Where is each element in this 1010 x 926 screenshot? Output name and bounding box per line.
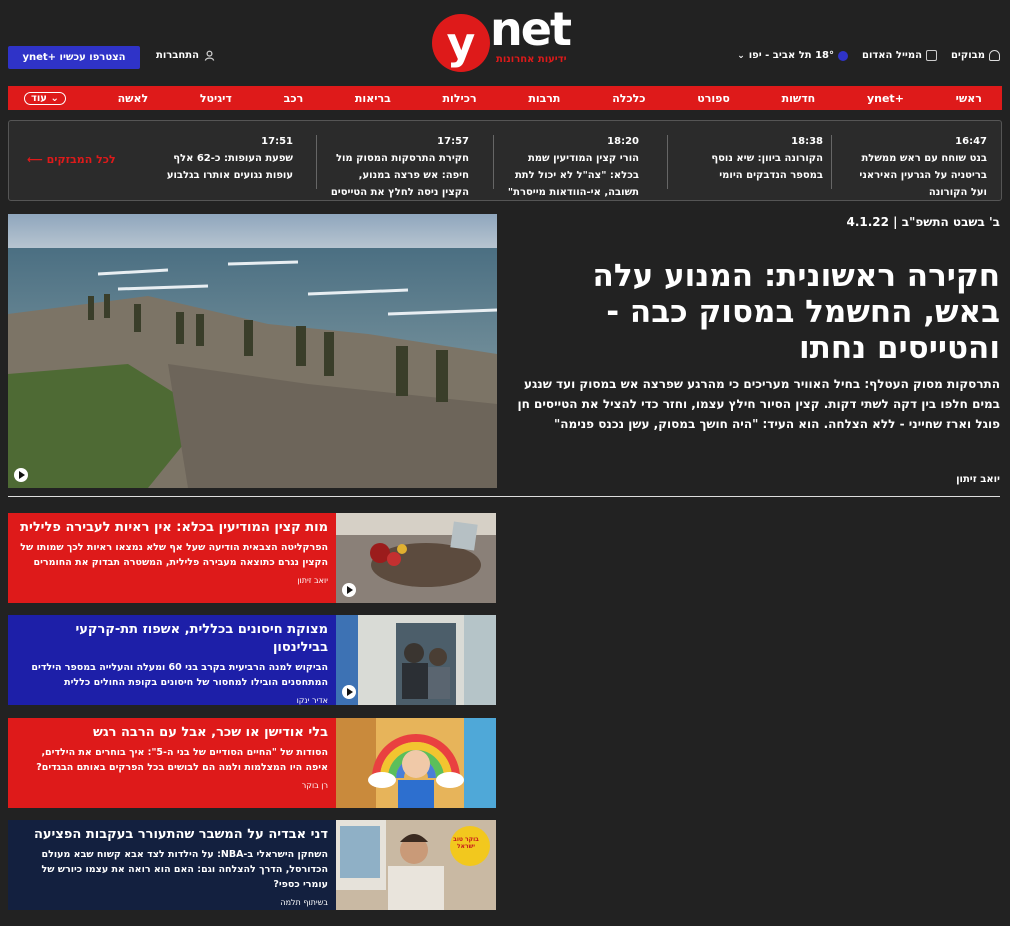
ticker-time: 17:57: [437, 136, 469, 147]
divider: [316, 135, 317, 189]
nav-item-women[interactable]: לאשה: [117, 91, 149, 105]
login-button[interactable]: [156, 50, 215, 61]
clinic-photo: [336, 615, 496, 705]
story-card[interactable]: [8, 820, 496, 910]
nav-more-label: עוד: [31, 92, 47, 104]
logo-net: net: [490, 2, 570, 56]
card-image[interactable]: [336, 820, 496, 910]
nav-item-gossip[interactable]: רכילות: [442, 91, 477, 105]
nav-more-button[interactable]: עוד ⌄: [24, 92, 66, 105]
interview-photo: [336, 820, 496, 910]
weather-widget[interactable]: [737, 50, 848, 61]
article-date: 4.1.22 | ב' בשבט התשפ"ב: [846, 215, 1000, 229]
card-body: [8, 718, 336, 808]
main-headline[interactable]: חקירה ראשונית: המנוע עלה באש, החשמל במסוק כבה - והטייסים נחתו: [592, 258, 1000, 366]
nav-item-culture[interactable]: תרבות: [528, 91, 561, 105]
main-nav: [8, 86, 1002, 110]
weather-icon: [838, 51, 848, 61]
main-summary[interactable]: התרסקות מסוק העטלף: בחיל האוויר מעריכים כי מהרגע שפרצה אש במסוק ועד שנגע במים חלפו בין דקה לשתי דקות. קצין הסיור חילץ עצמו, וחזר כדי להציל את הטייסים חן פוגל וארז שחייני - ללא הצלחה. הוא העיד: "היה חושך במסוק, עשן נכנס פנימה": [517, 377, 1000, 431]
card-body: [8, 615, 336, 705]
grave-photo: [336, 513, 496, 603]
nav-item-health[interactable]: בריאות: [354, 91, 391, 105]
nav-item-plus[interactable]: ynet+: [866, 91, 904, 105]
red-mail-button[interactable]: [862, 50, 937, 61]
divider: [8, 496, 1000, 497]
red-mail-label: המייל האדום: [862, 50, 922, 61]
card-subtitle: הסודות של "החיים הסודיים של בני ה-5": איך בוחרים את הילדים, איפה היו המצלמות ולמה הם לבושים בכל הפרקים באותם הבגדים?: [36, 747, 328, 773]
arrow-left-icon: ⟵: [27, 153, 43, 166]
card-title[interactable]: בלי אודישן או שכר, אבל עם הרבה רגש: [92, 725, 328, 740]
ticker-text: שפעת העופות: כ-62 אלף עופות נגועים אותרו בגלבוע: [166, 153, 293, 181]
ticker-time: 18:38: [791, 136, 823, 147]
card-author: בשיתוף תלמה: [280, 898, 328, 907]
ticker-text: הקורונה ביוון: שיא נוסף במספר הנדבקים היומי: [711, 153, 823, 181]
ticker-time: 17:51: [261, 136, 293, 147]
user-icon: [204, 50, 215, 61]
show-badge: בוקר טוב ישראל: [453, 836, 479, 850]
card-body: [8, 820, 336, 910]
news-flash-ticker: [8, 120, 1002, 201]
card-author: אדיר ינקו: [296, 696, 328, 705]
nav-item-digital[interactable]: דיגיטל: [199, 91, 232, 105]
edit-icon: [926, 50, 937, 61]
nav-item-cars[interactable]: רכב: [283, 91, 304, 105]
all-flashes-label: לכל המבזקים: [46, 153, 116, 166]
ticker-item[interactable]: [329, 133, 469, 201]
nav-item-economy[interactable]: כלכלה: [612, 91, 646, 105]
play-icon[interactable]: [342, 685, 356, 699]
child-rainbow-photo: [336, 718, 496, 808]
story-card[interactable]: [8, 615, 496, 705]
tracked-label: מבוקים: [950, 50, 985, 61]
ticker-item[interactable]: [499, 133, 639, 201]
divider: [831, 135, 832, 189]
ticker-item[interactable]: [153, 133, 293, 184]
play-icon[interactable]: [342, 583, 356, 597]
main-story-image[interactable]: [8, 214, 497, 488]
card-title[interactable]: דני אבדיה על המשבר שהתעורר בעקבות הפציעה: [33, 827, 328, 842]
ticker-text: חקירת התרסקות המסוק מול חיפה: אש פרצה במנוע, הקצין ניסה לחלץ את הטייסים: [330, 153, 469, 198]
ticker-time: 18:20: [607, 136, 639, 147]
card-subtitle: הפרקליטה הצבאית הודיעה שעל אף שלא נמצאו ראיות לכך שמותו של הקצין נגרם כתוצאה מעבירה פלילית, המשטרה תבדוק את החומרים: [20, 542, 328, 568]
ticker-text: בנט שוחח עם ראש ממשלת בריטניה על הגרעין האיראני ועל הקורונה: [859, 153, 987, 198]
bell-icon: [989, 50, 1000, 61]
nav-item-sport[interactable]: ספורט: [697, 91, 730, 105]
logo-subtitle: ידיעות אחרונות: [496, 54, 567, 65]
nav-item-home[interactable]: ראשי: [955, 91, 982, 105]
nav-item-news[interactable]: חדשות: [781, 91, 816, 105]
login-label: התחברות: [156, 50, 199, 61]
card-author: רן בוקר: [301, 781, 328, 790]
weather-label: 18° תל אביב - יפו: [748, 50, 834, 61]
card-subtitle: הביקוש למנה הרביעית בקרב בני 60 ומעלה והעלייה במספר הילדים המתחסנים הובילו למחסור של חיסונים בקופת החולים כללית: [31, 662, 328, 688]
all-flashes-link[interactable]: [27, 153, 116, 166]
coast-soldiers-photo: [8, 214, 497, 488]
story-card[interactable]: [8, 513, 496, 603]
divider: [493, 135, 494, 189]
main-author[interactable]: יואב זיתון: [956, 474, 1000, 485]
card-title[interactable]: מות קצין המודיעין בכלא: אין ראיות לעבירה פלילית: [20, 520, 328, 535]
ticker-item[interactable]: [683, 133, 823, 184]
play-icon[interactable]: [14, 468, 28, 482]
ticker-time: 16:47: [955, 136, 987, 147]
ticker-item[interactable]: [847, 133, 987, 201]
logo-y: y: [432, 14, 490, 72]
join-plus-button[interactable]: ynet+ הצטרפו עכשיו: [8, 46, 140, 69]
card-body: [8, 513, 336, 603]
divider: [667, 135, 668, 189]
header-tools: [737, 50, 1000, 61]
ynet-logo[interactable]: [432, 2, 577, 72]
ticker-text: הורי קצין המודיעין שמת בכלא: "צה"ל לא יכול לתת תשובה, אי-הוודאות מייסרת": [507, 153, 639, 198]
card-author: יואב זיתון: [297, 576, 328, 585]
card-title[interactable]: מצוקת חיסונים בכללית, אשפוז תת-קרקעי בבילינסון: [75, 622, 328, 655]
card-image[interactable]: [336, 513, 496, 603]
card-image[interactable]: [336, 718, 496, 808]
card-image[interactable]: [336, 615, 496, 705]
chevron-down-icon: ⌄: [737, 50, 745, 61]
card-subtitle: השחקן הישראלי ב-NBA: על הילדות לצד אבא קשוח שבא מעולם הכדורסל, הדרך להצלחה וגם: האם הוא רואה את עצמו כיורש של עומרי כספי?: [41, 849, 328, 890]
story-card[interactable]: [8, 718, 496, 808]
site-header: [0, 0, 1010, 82]
tracked-button[interactable]: [951, 50, 1000, 61]
